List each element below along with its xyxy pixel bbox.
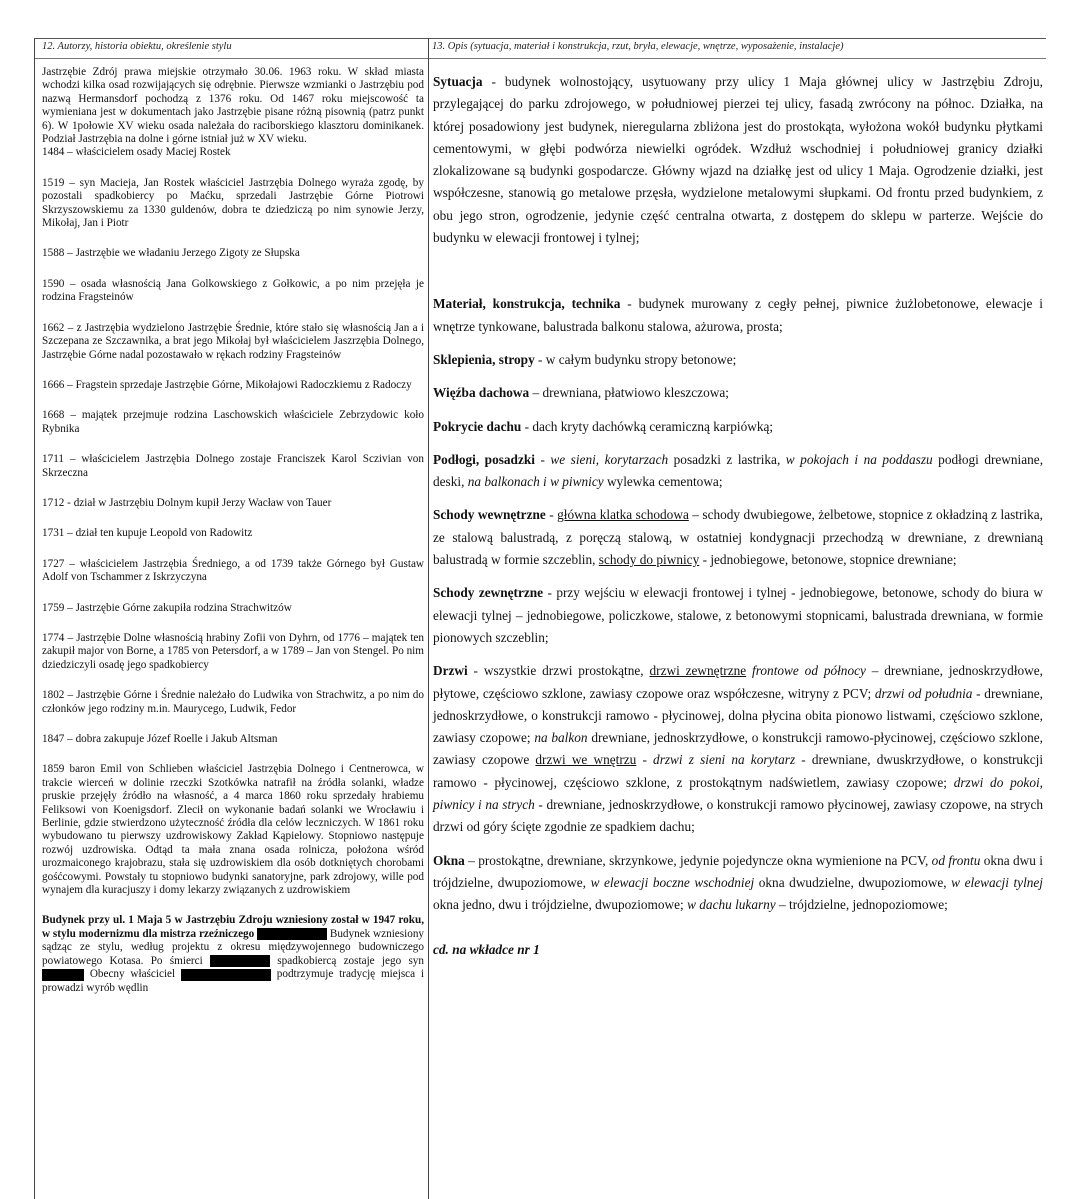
section-italic: na balkon — [534, 730, 588, 746]
section-italic: w dachu lukarny — [687, 897, 776, 913]
history-entry: 1519 – syn Macieja, Jan Rostek właściciel Jastrzębia Dolnego wyraża zgodę, by pozostali spadkobiercy po Maćku, sprzedali Jastrzębie Górne Piotrowi Skrzyszowskiemu za 1330 guldenów, dobra te dziedziczą po nim synowie Jerzy, Mikołaj, Jan i Piotr — [42, 176, 424, 230]
building-summary-text: Obecny właściciel — [89, 968, 176, 981]
section-text: – prostokątne, drewniane, skrzynkowe, jedynie pojedyncze okna wymienione na PCV, — [464, 852, 932, 868]
section-label: Materiał, konstrukcja, technika — [433, 296, 621, 312]
section-underline: główna klatka schodowa — [557, 507, 689, 523]
history-entry: 1662 – z Jastrzębia wydzielono Jastrzębie Średnie, które stało się własnością Jan a i Szczepana ze Szczawnika, a brat jego Mikołaj był właścicielem Jaszrzębia Dolnego, Jastrzębie Górne nadal pozostawało w rękach rodziny Fragsteinów — [42, 321, 424, 361]
section-label: Więźba dachowa — [433, 385, 530, 401]
header-rule — [34, 58, 1046, 59]
section-text: drewniane, jednoskrzydłowe, o konstrukcji ramowo-płycinowej, częściowo szklone, zawiasy czopowe — [433, 730, 1044, 768]
section-text: - dach kryty dachówką ceramiczną karpiówką; — [521, 418, 774, 434]
history-entry: 1774 – Jastrzębie Dolne własnością hrabiny Zofii von Dyhrn, od 1776 – majątek ten zakupił major von Borne, a 1785 von Petersdorf, a w 1789 – Jan von Stengel. Po nim dziedziczyli osadę jego spadkobiercy — [42, 631, 424, 671]
history-entry: 1711 – właścicielem Jastrzębia Dolnego zostaje Franciszek Karol Sczivian von Skrzeczna — [42, 453, 424, 479]
section-text: - przy wejściu w elewacji frontowej i tylnej - jednobiegowe, betonowe, schody do biura w elewacji tylnej – jednobiegowe, policzkowe, stalowe, z betonowymi stopnicami, balustrada drewniana, w formie pionowych szczeblin; — [433, 585, 1043, 645]
section-italic: drzwi do pokoi, piwnicy i na strych — [433, 774, 1043, 813]
building-summary — [42, 914, 424, 994]
section-underline: schody do piwnicy — [598, 552, 700, 568]
section-label: Drzwi — [433, 663, 468, 679]
building-summary-text: podtrzymuje tradycję miejsca i prowadzi wyrób wędlin — [42, 968, 425, 994]
history-entry: 1590 – osada własnością Jana Golkowskiego z Gołkowic, a po nim przejęła je rodzina Fragsteinów — [42, 277, 424, 304]
section-text: - drewniane, jednoskrzydłowe, o konstrukcji ramowo płycinowej, zawiasy czopowe, na strych drzwi od góry ścięte zgodnie ze spadkiem dachu; — [433, 797, 1043, 835]
section-text: - drewniane, jednoskrzydłowe, o konstrukcji ramowo - płycinowej, dolna płycina obita pionowo listwami, częściowo szklone, zawiasy czopowe; — [433, 685, 1043, 746]
redacted-name — [210, 955, 270, 967]
section-text: podłogi drewniane, deski, — [433, 451, 1044, 490]
history-column — [42, 66, 424, 995]
history-entry: 1484 – właścicielem osady Maciej Rostek — [42, 146, 231, 159]
section-label: Okna — [433, 852, 465, 868]
history-entry: 1727 – właścicielem Jastrzębia Średniego, a od 1739 także Górnego był Gustaw Adolf von Tschammer z Iskrzyczyna — [42, 557, 424, 584]
section-text: – drewniana, płatwiowo kleszczowa; — [529, 385, 729, 401]
section-pokrycie — [433, 416, 1043, 438]
section-underline: drzwi zewnętrzne — [649, 663, 747, 679]
section-text: - drewniane, dwuskrzydłowe, o konstrukcji ramowo - płycinowej, częściowo szklone, z prostokątnym nadświetlem, zawiasy czopowe; — [433, 752, 1044, 790]
section-sklepienia — [433, 349, 1043, 371]
section-italic: w elewacji boczne wschodniej — [590, 874, 755, 890]
section-label: Sytuacja — [433, 74, 483, 89]
section-italic: drzwi od południa — [874, 685, 973, 701]
redacted-name — [181, 969, 271, 981]
section-text: – drewniane, jednoskrzydłowe, płytowe, częściowo szklone, zawiasy czopowe oraz współczesne, witryny z PCV; — [433, 663, 1043, 701]
history-entry: 1666 – Fragstein sprzedaje Jastrzębie Górne, Mikołajowi Radoczkiemu z Radoczy — [42, 378, 412, 391]
section-text: – schody dwubiegowe, żelbetowe, stopnice z okładziną z lastrika, ze stalową balustradą, z poręczą stalową, w ostatniej kondygnacji przechodzą w drewniane, z drewnianą balustradą w formie szczeblin, — [433, 507, 1043, 568]
building-summary-text: spadkobiercą zostaje jego syn — [277, 954, 424, 967]
section-italic: we sieni, korytarzach — [550, 451, 669, 467]
history-entry: 1802 – Jastrzębie Górne i Średnie należało do Ludwika von Strachwitz, a po nim do członków jego rodziny m.in. Maurycego, Ludwik, Fedor — [42, 689, 424, 715]
history-entry: 1731 – dział ten kupuje Leopold von Radowitz — [42, 527, 253, 540]
section-text: wylewka cementowa; — [603, 474, 723, 490]
history-entry: 1668 – majątek przejmuje rodzina Laschowskich właściciele Zebrzydowic koło Rybnika — [42, 409, 424, 435]
top-rule — [34, 38, 1046, 39]
section-italic: na balkonach i w piwnicy — [467, 474, 604, 490]
section-underline: drzwi we wnętrzu — [535, 752, 637, 768]
section-italic: drzwi z sieni na korytarz — [653, 752, 796, 768]
section-label: Pokrycie dachu — [433, 418, 522, 434]
section-text: - — [636, 752, 654, 768]
section-italic: w elewacji tylnej — [951, 874, 1044, 890]
right-column-header: 13. Opis (sytuacja, materiał i konstrukcja, rzut, bryła, elewacje, wnętrze, wyposażenie, instalacje) — [432, 41, 844, 52]
building-summary-bold: Budynek przy ul. 1 Maja 5 w Jastrzębiu Zdroju wzniesiony został w 1947 roku, w stylu modernizmu dla mistrza rzeźniczego — [42, 914, 424, 940]
section-italic: w pokojach i na poddaszu — [785, 451, 933, 467]
history-entry: 1859 baron Emil von Schlieben właściciel Jastrzębia Dolnego i Centnerowca, w trakcie wierceń w dolinie rzeczki Szotkówka natrafił na źródła solanki, władze pruskie przejęły źródło na własność, a 4 marca 1860 roku sprzedały hrabiemu Feliksowi von Koenigsdorf. Zlecił on wykonanie badań solanki we Wrocławiu i Berlinie, gdzie stwierdzono użyteczność źródła dla celów leczniczych. W 1861 roku wybudowano tu pierwszy uzdrowiskowy Zakład Kąpielowy. Stopniowo następuje rozwój uzdrowiska. Odtąd ta mała znana osada rolnicza, położona wśród urozmaiconego krajobrazu, stała się uzdrowiskiem dla osób dotkniętych chorobami gośćcowymi. Powstały tu stopniowo budynki sanatoryjne, park zdrojowy, wille pod wynajem dla kuracjuszy i domy lekarzy związanych z uzdrowiskiem — [42, 763, 424, 897]
section-label: Schody zewnętrzne — [433, 585, 544, 601]
section-text: – trójdzielne, jednopoziomowe; — [775, 897, 948, 913]
redacted-name — [257, 928, 327, 940]
section-text: - w całym budynku stropy betonowe; — [534, 351, 737, 367]
section-label: Schody wewnętrzne — [433, 507, 546, 523]
building-summary-text: Budynek wzniesiony sądząc ze stylu, według projektu z okresu międzywojennego budowniczego powiatowego Kotasa. Po śmierci — [42, 927, 425, 967]
section-label: Sklepienia, stropy — [433, 351, 535, 367]
section-schody-wewnetrzne — [433, 504, 1043, 571]
section-material — [433, 293, 1043, 338]
section-wiezba — [433, 382, 1043, 404]
column-divider — [428, 38, 429, 1199]
history-entry: 1712 - dział w Jastrzębiu Dolnym kupił Jerzy Wacław von Tauer — [42, 496, 332, 509]
section-text: posadzki z lastrika, — [668, 451, 786, 467]
continued-note — [433, 939, 1043, 961]
description-column — [433, 71, 1043, 961]
section-text: - — [545, 507, 558, 523]
left-border — [34, 38, 35, 1199]
section-label: Podłogi, posadzki — [433, 451, 535, 467]
section-podlogi — [433, 449, 1043, 494]
section-text: - — [534, 451, 551, 467]
left-column-header: 12. Autorzy, historia obiektu, określenie stylu — [42, 41, 232, 52]
section-text: okna jedno, dwu i trójdzielne, dwupoziomowe; — [433, 897, 688, 913]
section-drzwi — [433, 660, 1043, 838]
section-text: - wszystkie drzwi prostokątne, — [467, 663, 650, 679]
redacted-name — [42, 969, 84, 981]
history-entry: 1588 – Jastrzębie we władaniu Jerzego Zigoty ze Słupska — [42, 247, 300, 260]
section-text: okna dwudzielne, dwupoziomowe, — [754, 874, 952, 890]
section-text: - budynek murowany z cegły pełnej, piwnice żużlobetonowe, elewacje i wnętrze tynkowane, balustrada balkonu stalowa, ażurowa, prosta; — [433, 296, 1043, 334]
section-text: - budynek wolnostojący, usytuowany przy ulicy 1 Maja głównej ulicy w Jastrzębiu Zdroju, przylegającej do parku zdrojowego, w południowej pierzei tej ulicy, fasadą zwrócony na północ. Działka, na której posadowiony jest budynek, nieregularna zbliżona jest do prostokąta, wyłożona wokół budynku płytkami cementowymi, w głębi podwórza niewielki ogródek. Wzdłuż wschodniej i południowej granicy działki zlokalizowane są budynki gospodarcze. Główny wjazd na działkę jest od ulicy 1 Maja. Ogrodzenie działki, jest współczesne, stanowią go metalowe przęsła, wydzielone metalowymi słupkami. Od frontu przed budynkiem, z obu jego stron, ogrodzenie, jedynie część centralna otwarta, z dostępem do sklepu w parterze. Wejście do budynku w elewacji frontowej i tylnej; — [433, 74, 1043, 246]
section-okna — [433, 850, 1043, 917]
history-intro: Jastrzębie Zdrój prawa miejskie otrzymało 30.06. 1963 roku. W skład miasta wchodzi kilka osad rozwijających się odrębnie. Pierwsze wzmianki o Jastrzębiu pod nazwą Hermansdorf pochodzą z 1376 roku. Od 1467 roku miejscowość ta wymieniana jest w dokumentach jako Jastrzębie pisane różną pisownią (patrz punkt 6). W 1połowie XV wieku osada należała do raciborskiego klasztoru dominikanek. Podział Jastrzębia na dolne i górne istniał już w XV wieku. — [42, 66, 424, 146]
section-italic: od frontu — [931, 852, 981, 868]
continued-text: cd. na wkładce nr 1 — [433, 941, 540, 957]
section-sytuacja — [433, 71, 1043, 249]
section-schody-zewnetrzne — [433, 582, 1043, 649]
section-italic: frontowe od północy — [746, 663, 866, 679]
history-entry: 1759 – Jastrzębie Górne zakupiła rodzina Strachwitzów — [42, 601, 292, 614]
history-entry: 1847 – dobra zakupuje Józef Roelle i Jakub Altsman — [42, 733, 278, 745]
section-text: - jednobiegowe, betonowe, stopnice drewniane; — [699, 552, 957, 568]
section-text: okna dwu i trójdzielne, dwupoziomowe, — [433, 852, 1043, 890]
